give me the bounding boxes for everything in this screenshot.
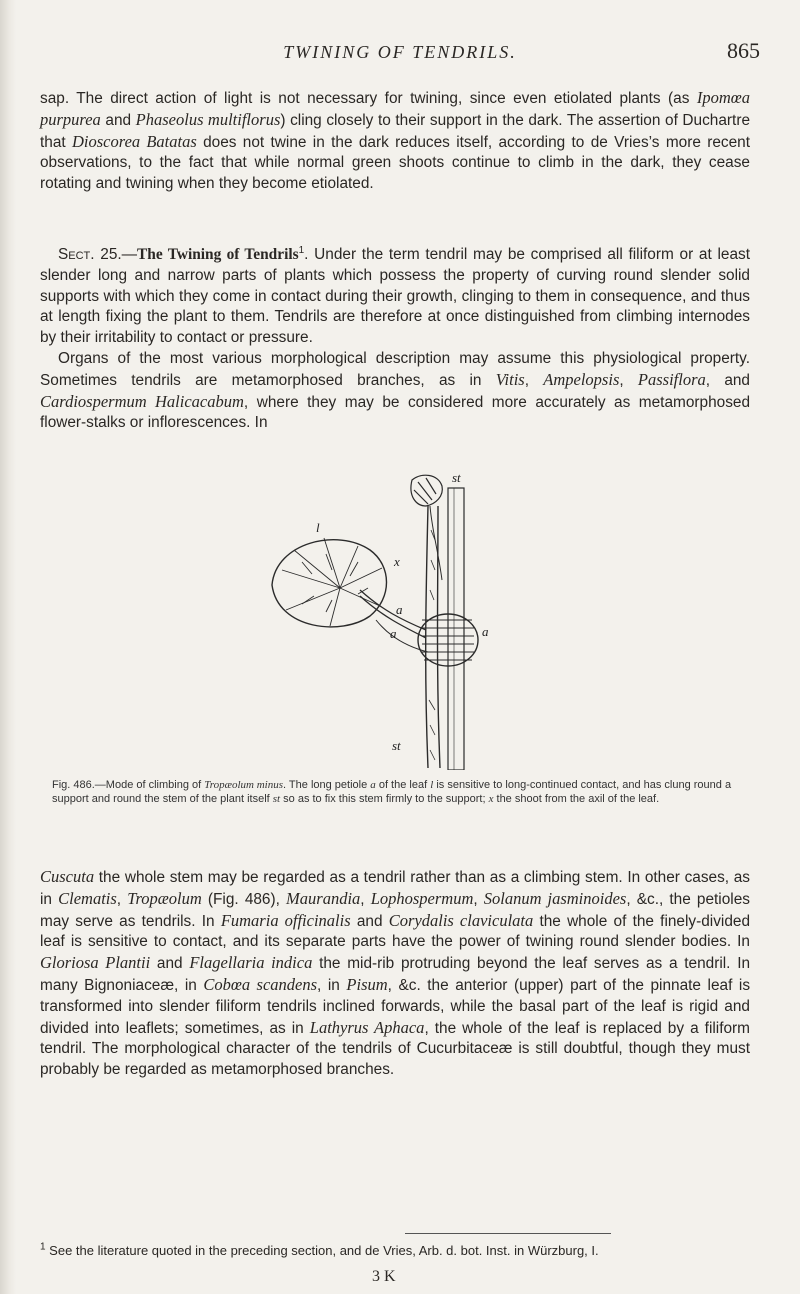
page-header — [40, 38, 760, 68]
paragraph-tendril-types: Cuscuta the whole stem may be regarded as a tendril rather than as a climbing stem. In other cases, as in Clematis, Tropæolum (Fig. 486), Maurandia, Lophospermum, Solanum jasminoides, &c., the petioles may serve as tendrils. In Fumaria officinalis and Corydalis claviculata the whole of the finely-divided leaf is sensitive to contact, and its separate parts have the power of twining round slender bodies. In Gloriosa Plantii and Flagellaria indica the mid-rib protruding beyond the leaf serves as a tendril. In many Bignoniaceæ, in Cobœa scandens, in Pisum, &c. the anterior (upper) part of the pinnate leaf is transformed into slender filiform tendrils inclined forwards, while the basal part of the leaf is rigid and divided into leaflets; sometimes, as in Lathyrus Aphaca, the whole of the leaf is replaced by a filiform tendril. The morphological character of the tendrils of Cucurbitaceæ is still doubtful, though they must probably be regarded as metamorphosed branches. — [40, 867, 751, 1079]
section-number: Sect. 25. — [58, 246, 122, 263]
page-number: 865 — [727, 38, 760, 63]
signature-mark: 3 K — [372, 1268, 396, 1285]
body-text-top — [40, 88, 750, 195]
label-l: l — [316, 520, 320, 535]
label-x: x — [394, 554, 400, 569]
plant-stem — [426, 506, 428, 768]
footnote-divider — [405, 1233, 611, 1234]
label-st-top: st — [452, 470, 461, 485]
footnote-mark: 1 — [40, 1241, 46, 1253]
body-text-section — [40, 245, 750, 434]
label-a2: a — [390, 626, 397, 641]
paragraph-organs: Organs of the most various morphological description may assume this physiological property. Sometimes tendrils are metamorphosed branches, as in Vitis, Ampelopsis, Passiflora, and Cardiospermum Halicacabum, where they may be considered more accurately as metamorphosed flower-stalks or inflorescences. In — [40, 349, 751, 432]
binding-edge — [0, 0, 16, 1294]
petiole — [360, 590, 426, 630]
footnote-ref[interactable]: 1 — [298, 244, 305, 256]
section-heading: The Twining of Tendrils — [137, 246, 299, 263]
label-a1: a — [396, 602, 403, 617]
label-st-bottom: st — [392, 738, 401, 753]
footnote — [40, 1242, 750, 1260]
figure-caption: Fig. 486.—Mode of climbing of Tropæolum minus. The long petiole a of the leaf l is sensitive to long-continued contact, and has clung round a support and round the stem of the plant itself st so as to fix this stem firmly to the support; x the shoot from the axil of the leaf. — [52, 779, 732, 805]
running-title: TWINING OF TENDRILS. — [283, 42, 517, 62]
body-text-bottom — [40, 867, 750, 1081]
footnote-text: See the literature quoted in the preceding section, and de Vries, Arb. d. bot. Inst. in Würzburg, I. — [45, 1243, 599, 1258]
paragraph-light: sap. The direct action of light is not necessary for twining, since even etiolated plants (as Ipomœa purpurea and Phaseolus multiflorus) cling closely to their support in the dark. The assertion of Duchartre that Dioscorea Batatas does not twine in the dark reduces itself, according to de Vries’s more recent observations, to the fact that while normal green shoots continue to climb in the dark, they cease rotating and twining when they become etiolated. — [40, 88, 751, 193]
tropaeolum-illustration — [242, 470, 558, 770]
figure-486 — [242, 470, 558, 770]
section-paragraph: Sect. 25.—The Twining of Tendrils$^1$. Under the term tendril may be comprised all filiform or at least slender long and narrow parts of plants which possess the property of curving round slender solid supports with which they come in contact during their growth, clinging to them in consequence, and thus at length fixing the plant to them. Tendrils are therefore at once distinguished from climbing internodes by their irritability to contact or pressure. — [40, 244, 750, 347]
leaf-blade — [272, 540, 387, 627]
support-rod — [448, 488, 464, 770]
label-a3: a — [482, 624, 489, 639]
